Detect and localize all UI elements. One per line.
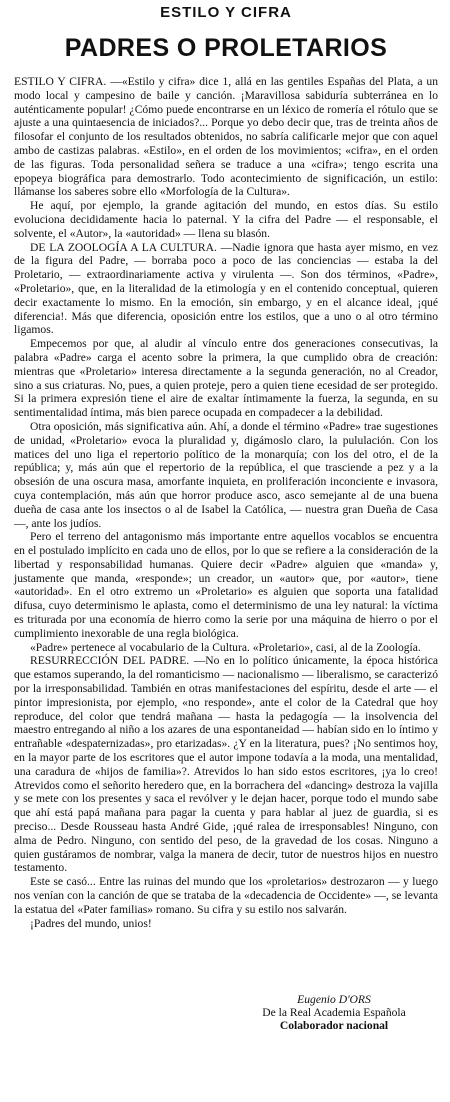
author-name: Eugenio D'ORS [297,993,371,1006]
paragraph-text: He aquí, por ejemplo, la grande agitación del mundo, en estos días. Su estilo evoluciona decididamente hacia lo paternal. Y la cifra del Padre — el responsable, el solvente, el «Autor», la «autoridad» — llena su blasón. [14,199,438,240]
closing-line: ¡Padres del mundo, unios! [30,916,152,930]
paragraph-text: Este se casó... Entre las ruinas del mundo que los «proletarios» destrozaron — y luego nos venían con la canción de que se trataba de la «decadencia de Occidente» —, se levanta la estatua del «Pater familias» romano. Su cifra y su estilo nos salvarán. [14,875,438,916]
article-paragraph [14,75,438,199]
paragraph-text: «Padre» pertenece al vocabulario de la Cultura. «Proletario», casi, al de la Zoología. [30,640,421,654]
paragraph-text: Empecemos por que, al aludir al vínculo entre dos generaciones consecutivas, la palabra «Padre» carga el acento sobre la primera, la que cumplido obra de creación: mientras que «Proletario» interesa directamente a la segunda generación, no al Creador, sino a sus criaturas. No, pues, a quien proteje, pero a quien tiene ecesidad de ser protegido. Si la primera expresión tiene el aire de exaltar íntimamente la fuerza, la segunda, en su sentimentalidad íntima, más bien parece ocupada en compadecer a la debilidad. [14,337,438,420]
article-paragraph [14,530,438,640]
article-paragraph [14,337,438,420]
author-affiliation: De la Real Academia Española [262,1006,406,1019]
article-headline: PADRES O PROLETARIOS [64,34,388,62]
article-paragraph [14,199,438,240]
section-header: ESTILO Y CIFRA [160,4,292,21]
paragraph-text: Otra oposición, más significativa aún. Ahí, a donde el término «Padre» trae sugestiones de unidad, «Proletario» evoca la pluralidad y, digámoslo claro, la pululación. Con los matices del uno liga el repertorio político de la monarquía; con los del otro, el de la república; y, más aún que el repertorio de la república, el que trasciende a pez y a la obsesión de una oscura masa, amorfante inquieta, en proliferación inconciente e invasora, cuya contemplación, más aún que horror produce asco, asco semejante al de una buena dueña de casa ante los insectos o al de Isabel la Católica, — nuestra gran Dueña de Casa —, ante los judíos. [14,419,438,530]
article-paragraph [14,241,438,338]
article-paragraph [14,641,438,655]
paragraph-text: —Nadie ignora que hasta ayer mismo, en vez de la figura del Padre, — borraba poco a poco de las conciencias — estaba la del Proletario, — extraordinariamente activa y virulenta —. Son dos términos, «Padre», «Proletario», que, en la literalidad de la etimología y en el contenido conceptual, quieren decir exactamente lo mismo. En la emoción, sin embargo, y en el alcance ideal, ¡qué diferencia!. Más que diferencia, oposición entre los estilos, que a uno o al otro término ligamos. [14,240,438,337]
article-body [14,75,438,930]
paragraph-lead: ESTILO Y CIFRA. [14,75,107,88]
paragraph-text: Pero el terreno del antagonismo más importante entre aquellos vocablos se encuentra en el postulado implícito en cada uno de ellos, por lo que se refiere a la consideración de la libertad y responsabilidad humanas. Quiere decir «Padre» alguien que «manda» y, justamente que manda, «responde»; un creador, un «autor» que, por «autor», tiene «autoridad». En el otro extremo un «Proletario» es alguien que soporta una fatalidad difusa, cuyo determinismo le aplasta, como el determinismo de una ley natural: la víctima es triturada por una economía de hierro como la serie por una máquina de hierro o por el cumplimiento inexorable de una regla biológica. [14,530,438,640]
paragraph-lead: RESURRECCIÓN DEL PADRE. [30,654,190,668]
article-paragraph [14,420,438,530]
paragraph-lead: DE LA ZOOLOGÍA A LA CULTURA. [30,240,217,254]
author-role: Colaborador nacional [279,1019,389,1032]
author-signature [234,993,434,1032]
paragraph-text: —«Estilo y cifra» dice 1, allá en las gentiles Españas del Plata, a un modo local y campesino de baile y canción. ¡Maravillosa sabiduría subterránea en lo auténticamente popular! ¿Cómo puede encontrarse en un léxico de romería el rótulo que se ajuste a una quintaesencia de iniciados?... Porque yo debo decir que, tras de treinta años de filosofar el conjunto de los resultados obtenidos, no sabría calificarle mejor que con aquel ambo de castizas palabras. «Estilo», en el orden de los movimientos; «cifra», en el orden de las figuras. Toda personalidad señera se traduce a una «cifra»; tengo escrita una epopeya biográfica para demostrarlo. Todo acontecimiento de significación, un estilo: llámanse los saberes sobre ello «Morfología de la Cultura». [14,75,438,199]
paragraph-text: —No en lo político únicamente, la época histórica que estamos superando, la del romanticismo — nacionalismo — liberalismo, se caracterizó por la irresponsabilidad. También en otras manifestaciones del espíritu, desde el arte — el pintor impresionista, por ejemplo, «no responde», ante el color de la Catedral que hoy reproduce, del color que tendrá mañana — hasta la pedagogía — la insolvencia del maestro entregando al niño a los azares de una espontaneidad — habían sido en lo íntimo y entrañable «despaternizadas», pro etarizadas». ¿Y en la literatura, pues? ¡No sentimos hoy, en la mayor parte de los escritores que el autor impone todavía a la moda, una mentalidad, una caradura de «hijos de familia»?. Atrevidos lo han sido estos escritores, ¡ya lo creo! Atrevidos como el señorito heredero que, en la borrachera del «dancing» destroza la vajilla y se mete con los presentes y saca el revólver y le dejan hacer, porque todo el mundo sabe que ahí está papá mañana para pagar la cuenta y para hablar al juez de guardia, si es preciso... Desde Rousseau hasta André Gide, ¡qué ralea de irresponsables! Ninguno, con alma de Pedro. Ninguno, con sentido del peso, de la gravedad de los cosas. Ninguno a quien gustáramos de nombrar, valga la manera de decir, tutor de nuestros hijos en nuestro testamento. [14,654,438,875]
article-paragraph [14,875,438,916]
article-paragraph [14,654,438,875]
